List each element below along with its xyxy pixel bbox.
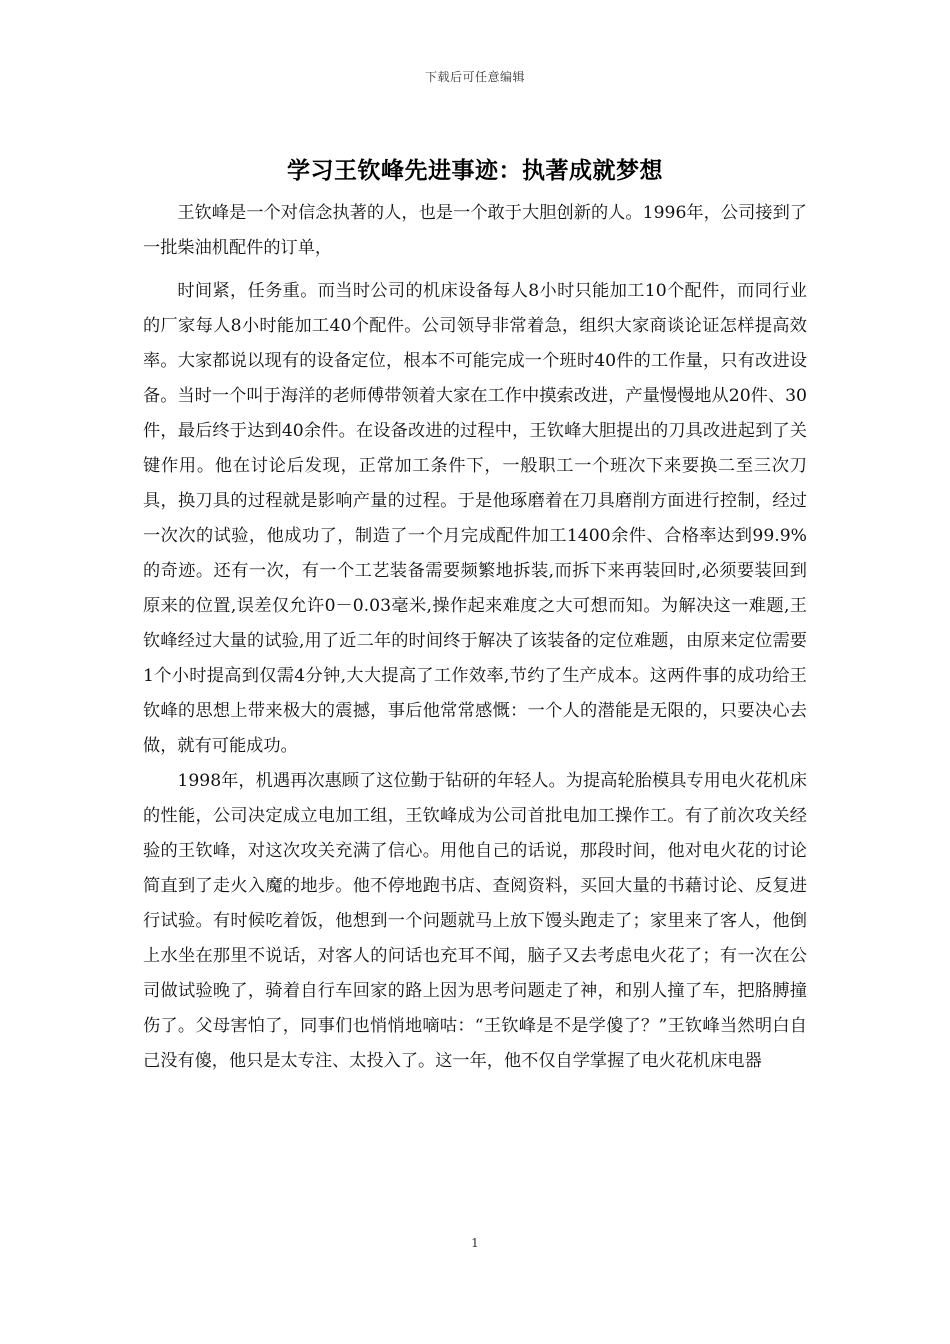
paragraph-3: 1998年，机遇再次惠顾了这位勤于钻研的年轻人。为提高轮胎模具专用电火花机床的性能，公司决定成立电加工组，王钦峰成为公司首批电加工操作工。有了前次攻关经验的王钦峰，对这次攻关充满了信心。用他自己的话说，那段时间，他对电火花的讨论简直到了走火入魔的地步。他不停地跑书店、查阅资料，买回大量的书藉讨论、反复进行试验。有时候吃着饭，他想到一个问题就马上放下馒头跑走了；家里来了客人，他倒上水坐在那里不说话，对客人的问话也充耳不闻，脑子又去考虑电火花了；有一次在公司做试验晚了，骑着自行车回家的路上因为思考问题走了神，和别人撞了车，把胳膊撞伤了。父母害怕了，同事们也悄悄地嘀咕：“王钦峰是不是学傻了？”王钦峰当然明白自己没有傻，他只是太专注、太投入了。这一年，他不仅自学掌握了电火花机床电器 [143, 771, 807, 1071]
document-body [143, 196, 807, 1079]
paragraph-1: 王钦峰是一个对信念执著的人，也是一个敢于大胆创新的人。1996年，公司接到了一批柴油机配件的订单， [143, 203, 807, 258]
paragraph-2: 时间紧，任务重。而当时公司的机床设备每人8小时只能加工10个配件，而同行业的厂家每人8小时能加工40个配件。公司领导非常着急，组织大家商谈论证怎样提高效率。大家都说以现有的设备定位，根本不可能完成一个班时40件的工作量，只有改进设备。当时一个叫于海洋的老师傅带领着大家在工作中摸索改进，产量慢慢地从20件、30件，最后终于达到40余件。在设备改进的过程中，王钦峰大胆提出的刀具改进起到了关键作用。他在讨论后发现，正常加工条件下，一般职工一个班次下来要换二至三次刀具，换刀具的过程就是影响产量的过程。于是他琢磨着在刀具磨削方面进行控制，经过一次次的试验，他成功了，制造了一个月完成配件加工1400余件、合格率达到99.9%的奇迹。还有一次，有一个工艺装备需要频繁地拆装,而拆下来再装回时,必须要装回到原来的位置,误差仅允许0－0.03毫米,操作起来难度之大可想而知。为解决这一难题,王钦峰经过大量的试验,用了近二年的时间终于解决了该装备的定位难题，由原来定位需要1个小时提高到仅需4分钟,大大提高了工作效率,节约了生产成本。这两件事的成功给王钦峰的思想上带来极大的震撼，事后他常常感慨：一个人的潜能是无限的，只要决心去做，就有可能成功。 [143, 281, 807, 756]
page-number: 1 [471, 1236, 479, 1250]
document-title: 学习王钦峰先进事迹：执著成就梦想 [287, 157, 663, 184]
header-note: 下载后可任意编辑 [424, 70, 525, 84]
